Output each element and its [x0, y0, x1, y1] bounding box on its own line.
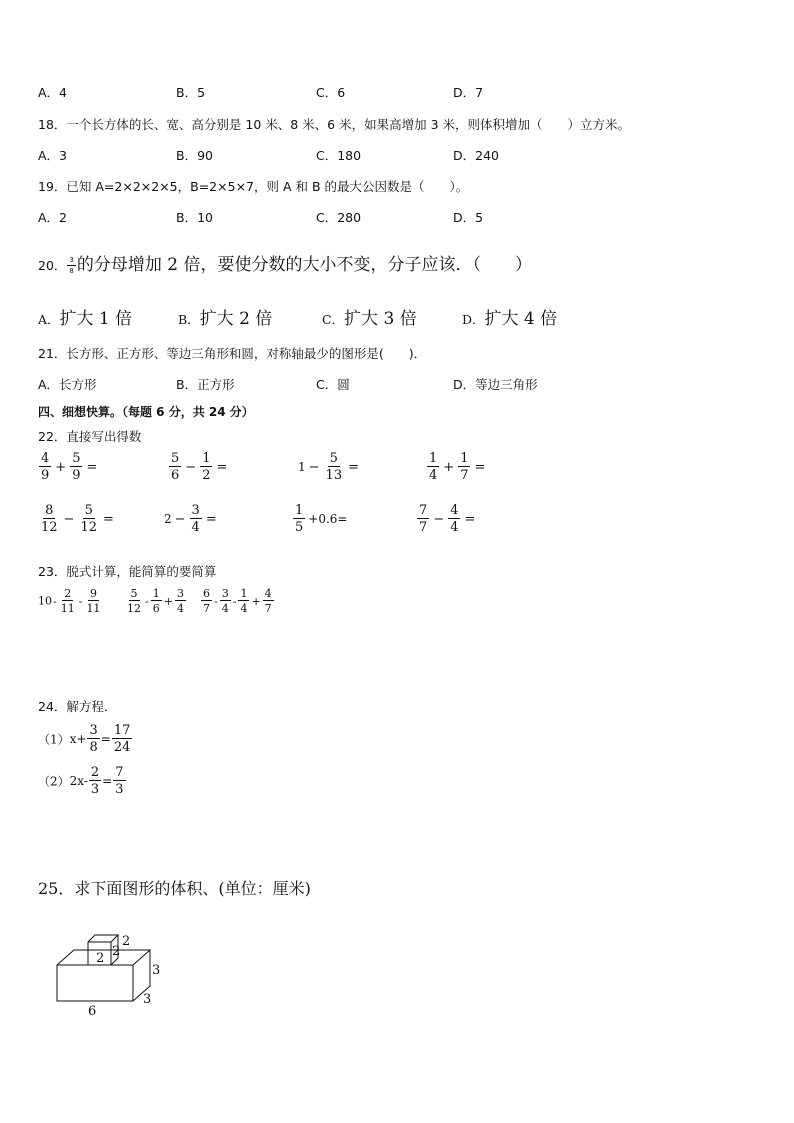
big-cuboid-front — [57, 965, 133, 1001]
q21-option-d: D．等边三角形 — [453, 377, 538, 392]
q19-stem: 19．已知 A=2×2×2×5，B=2×5×7，则 A 和 B 的最大公因数是（ ）。 — [38, 179, 469, 194]
q22-eq8: $\frac{7}{7}$ − $\frac{4}{4}$ = — [419, 503, 476, 535]
q23-expr-3: $\frac{6}{7}$ - $\frac{3}{4}$ - $\frac{1}{4}$ + $\frac{4}{7}$ — [203, 587, 272, 615]
q20-stem-line — [38, 250, 532, 275]
q17-option-c: C．6 — [316, 85, 346, 100]
q18-option-b: B．90 — [176, 148, 213, 163]
q18-option-c: C．180 — [316, 148, 362, 163]
small-cube-top — [88, 935, 118, 942]
q24-title: 24．解方程． — [38, 699, 117, 714]
q23-title: 23．脱式计算，能简算的要简算 — [38, 564, 217, 579]
q22-title: 22．直接写出得数 — [38, 429, 142, 444]
q18-option-a: A．3 — [38, 148, 68, 163]
q20-option-b: B．扩大 2 倍 — [178, 309, 273, 329]
q21-stem: 21．长方形、正方形、等边三角形和圆，对称轴最少的图形是( )． — [38, 346, 427, 361]
label-big-length: 6 — [88, 1004, 97, 1019]
q19-option-b: B．10 — [176, 210, 213, 225]
q23-expr-1: 10- $\frac{2}{11}$ - $\frac{9}{11}$ — [38, 587, 101, 615]
q20-fraction: $\frac{3}{8}$ — [69, 255, 74, 275]
q22-eq7: $\frac{1}{5}$ +0.6= — [295, 503, 348, 535]
q24-part-1: （1）x+ $\frac{3}{8}$ = $\frac{17}{24}$ — [38, 723, 131, 755]
q19-option-c: C．280 — [316, 210, 362, 225]
label-small-front: 2 — [96, 951, 105, 966]
q18-stem: 18．一个长方体的长、宽、高分别是 10 米、8 米、6 米，如果高增加 3 米，则体积增加（ ）立方米。 — [38, 117, 631, 132]
q17-option-a: A．4 — [38, 85, 68, 100]
q22-eq4: $\frac{1}{4}$ + $\frac{1}{7}$ = — [429, 451, 486, 483]
q21-option-c: C．圆 — [316, 377, 350, 392]
q20-option-a: A．扩大 1 倍 — [38, 309, 133, 329]
q22-eq6: 2 − $\frac{3}{4}$ = — [164, 503, 217, 535]
q25-cuboid-figure — [50, 925, 180, 1025]
q24-part-2: （2）2x- $\frac{2}{3}$ = $\frac{7}{3}$ — [38, 765, 124, 797]
label-small-side: 2 — [112, 944, 121, 959]
q20-stem: 的分母增加 2 倍，要使分数的大小不变，分子应该．（ ） — [76, 255, 532, 275]
section-4-heading: 四、细想快算。（每题 6 分，共 24 分） — [38, 405, 254, 419]
q22-eq3: 1 − $\frac{5}{13}$ = — [298, 451, 359, 483]
q20-number: 20． — [38, 258, 67, 273]
q22-eq1: $\frac{4}{9}$ + $\frac{5}{9}$ = — [41, 451, 98, 483]
label-big-height: 3 — [152, 963, 161, 978]
q17-option-d: D．7 — [453, 85, 484, 100]
label-big-depth: 3 — [143, 992, 152, 1007]
q21-option-b: B．正方形 — [176, 377, 235, 392]
q25-title: 25．求下面图形的体积、(单位：厘米) — [38, 879, 311, 898]
q20-option-d: D．扩大 4 倍 — [462, 309, 558, 329]
q21-option-a: A．长方形 — [38, 377, 97, 392]
q19-option-a: A．2 — [38, 210, 68, 225]
q18-option-d: D．240 — [453, 148, 499, 163]
label-small-top: 2 — [122, 934, 131, 949]
q23-expr-2: $\frac{5}{12}$ - $\frac{1}{6}$ + $\frac{3}{4}$ — [127, 587, 184, 615]
q22-eq5: $\frac{8}{12}$ − $\frac{5}{12}$ = — [41, 503, 114, 535]
q22-eq2: $\frac{5}{6}$ − $\frac{1}{2}$ = — [171, 451, 228, 483]
q17-option-b: B．5 — [176, 85, 206, 100]
q20-option-c: C．扩大 3 倍 — [322, 309, 417, 329]
q19-option-d: D．5 — [453, 210, 484, 225]
